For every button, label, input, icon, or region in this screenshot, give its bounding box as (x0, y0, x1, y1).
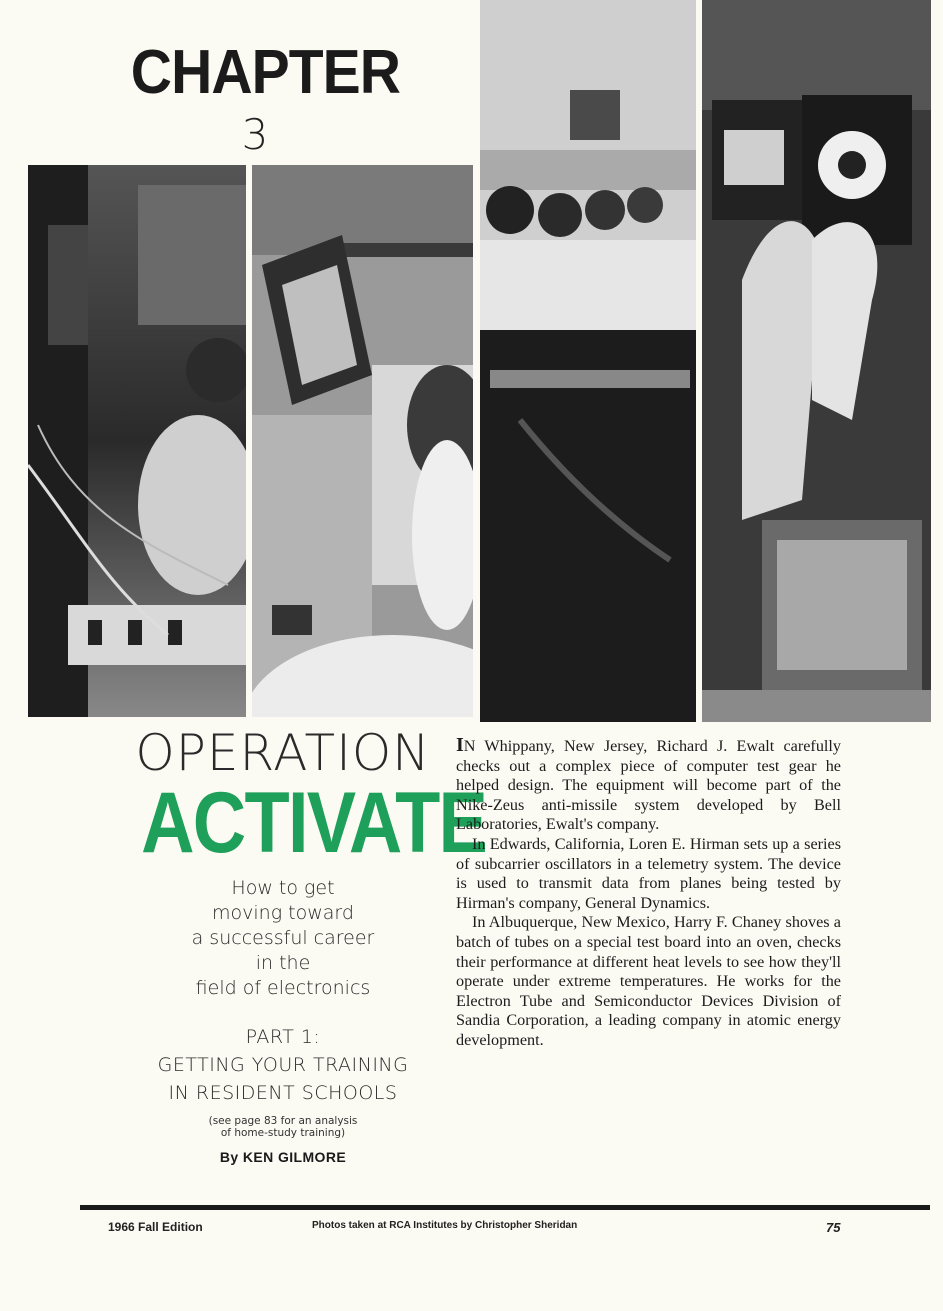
body-paragraph (456, 736, 841, 835)
photo-classroom-row-image (480, 0, 696, 722)
article-title-block (118, 724, 487, 1165)
chapter-number: 3 (241, 110, 269, 159)
subtitle (118, 876, 448, 1001)
chapter-heading (120, 38, 401, 159)
title-operation: OPERATION (135, 724, 431, 782)
drop-cap: I (456, 734, 464, 756)
part-heading (118, 1023, 448, 1107)
note-line: of home-study training) (220, 1127, 346, 1139)
photo-student-workbench-image (28, 165, 246, 717)
title-activate: ACTIVATE (141, 775, 487, 871)
photo-oscilloscope-student-image (252, 165, 473, 717)
subtitle-line: a successful career (191, 927, 375, 949)
article-body (456, 736, 841, 1051)
photo-hands-adjusting-equipment-image (702, 0, 931, 722)
part-label: PART 1: (245, 1026, 321, 1048)
subtitle-line: moving toward (212, 902, 354, 924)
photo-oscilloscope-student (252, 165, 473, 717)
chapter-word: CHAPTER (130, 38, 401, 107)
photo-classroom-row (480, 0, 696, 722)
subtitle-line: field of electronics (195, 977, 371, 999)
part-title-line: IN RESIDENT SCHOOLS (168, 1082, 398, 1104)
note-line: (see page 83 for an analysis (208, 1115, 358, 1127)
author-byline: By KEN GILMORE (219, 1149, 347, 1165)
footer-photo-credit: Photos taken at RCA Institutes by Christopher Sheridan (312, 1220, 578, 1231)
footer-edition: 1966 Fall Edition (108, 1220, 203, 1234)
body-paragraph: In Edwards, California, Loren E. Hirman sets up a series of subcarrier oscillators in a telemetry system. The device is used to transmit data from planes being tested by Hirman's company, General Dynamics. (456, 834, 841, 912)
page-number: 75 (826, 1220, 841, 1235)
photo-student-workbench (28, 165, 246, 717)
part-title-line: GETTING YOUR TRAINING (157, 1054, 409, 1076)
body-paragraph: In Albuquerque, New Mexico, Harry F. Chaney shoves a batch of tubes on a special test board into an oven, checks their performance at different heat levels to see how they'll operate under extreme temperatures. He works for the Electron Tube and Semiconductor Devices Division of Sandia Corporation, a leading company in atomic energy development. (456, 913, 841, 1049)
subtitle-line: in the (255, 952, 311, 974)
home-study-note (118, 1115, 448, 1139)
body-paragraph-text: N Whippany, New Jersey, Richard J. Ewalt carefully checks out a complex piece of computer test gear he helped design. The equipment will become part of the Nike-Zeus anti-missile system developed by Bell Laboratories, Ewalt's company. (456, 737, 841, 834)
subtitle-line: How to get (231, 877, 335, 899)
footer-rule (80, 1205, 930, 1210)
photo-hands-adjusting-equipment (702, 0, 931, 722)
